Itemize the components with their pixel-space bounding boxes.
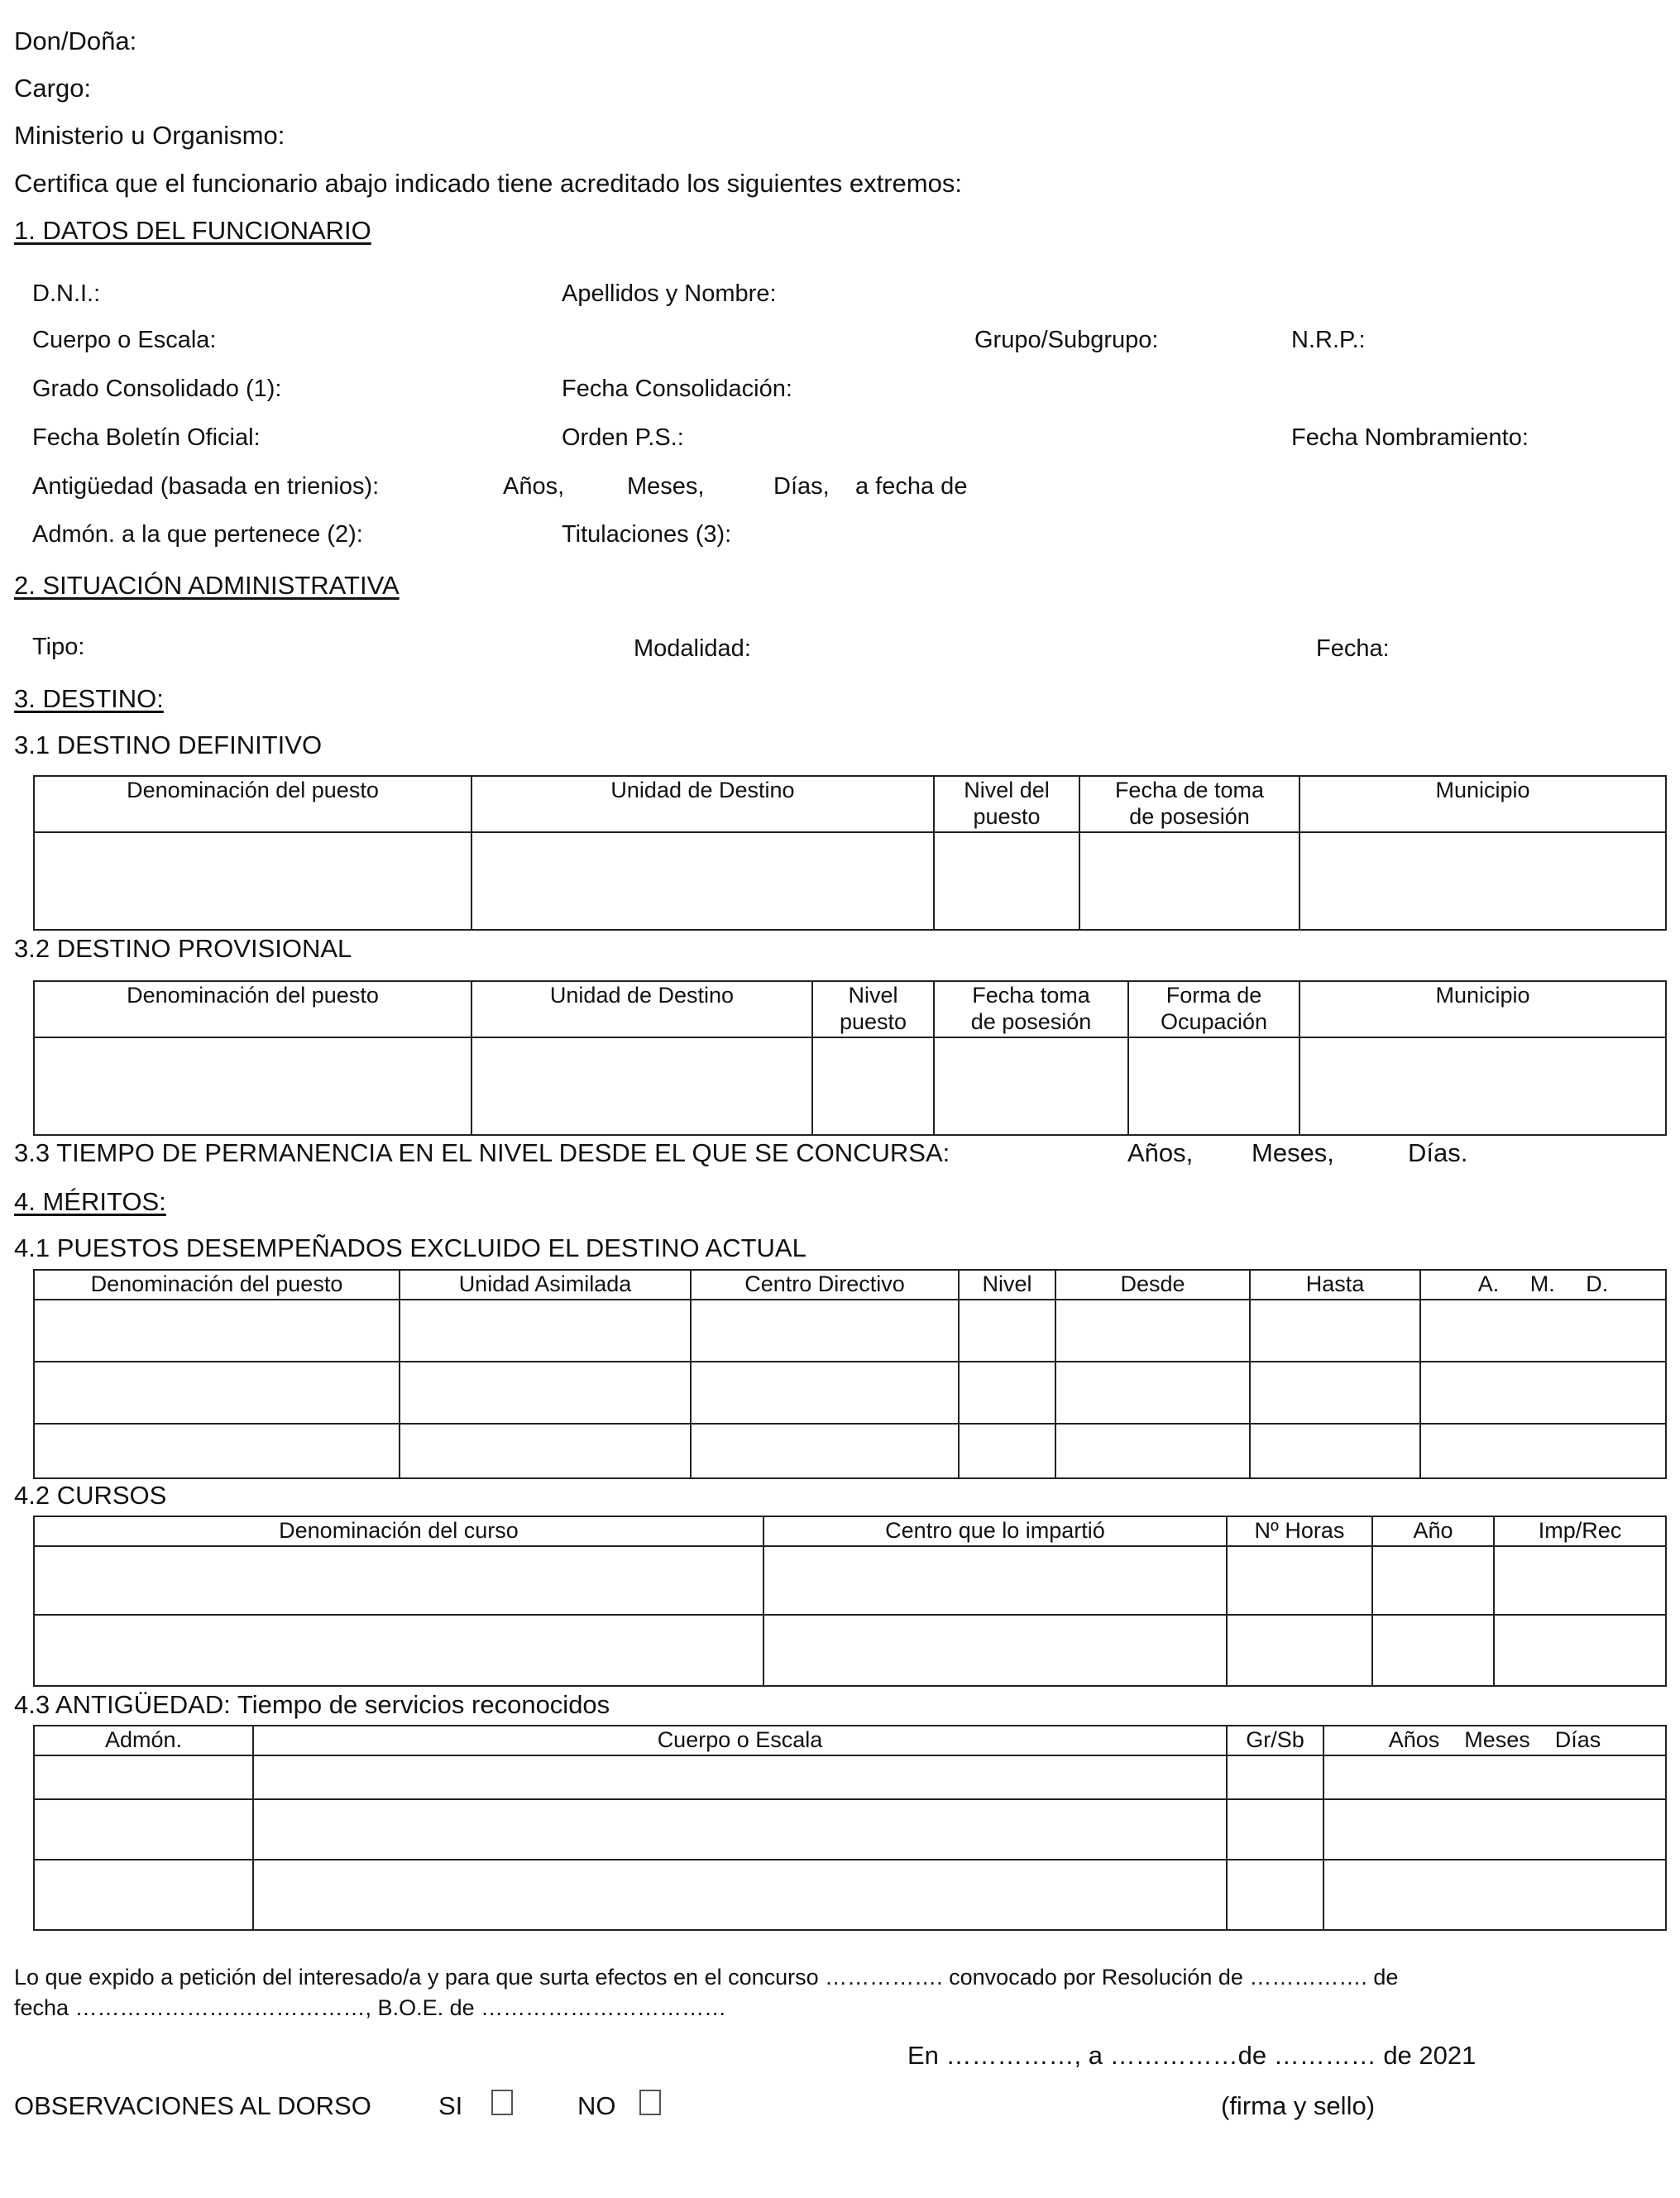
lugar-fecha-line: En ……………, a ……………de ………… de 2021: [907, 2041, 1477, 2070]
antiguedad-table: [33, 1725, 1667, 1931]
table-cell[interactable]: [1227, 1546, 1372, 1615]
header-centro-directivo: Centro Directivo: [691, 1270, 959, 1300]
header-denominacion: Denominación del puesto: [34, 776, 471, 832]
destino-definitivo-title: 3.1 DESTINO DEFINITIVO: [14, 730, 323, 759]
table-cell[interactable]: [1323, 1755, 1666, 1799]
header-denominacion-curso: Denominación del curso: [34, 1516, 763, 1546]
cargo-label: Cargo:: [14, 74, 92, 103]
no-label: NO: [577, 2091, 616, 2120]
table-cell[interactable]: [34, 1799, 253, 1860]
header-unidad-asimilada: Unidad Asimilada: [400, 1270, 691, 1300]
header-nivel: Nivel del puesto: [934, 776, 1079, 832]
header-hasta: Hasta: [1250, 1270, 1420, 1300]
section4-title: 4. MÉRITOS:: [14, 1187, 166, 1216]
table-cell[interactable]: [691, 1362, 959, 1424]
table-cell[interactable]: [1055, 1362, 1250, 1424]
table-cell[interactable]: [1299, 1037, 1666, 1135]
table-cell[interactable]: [1250, 1300, 1420, 1362]
header-gr-sb: Gr/Sb: [1227, 1726, 1323, 1755]
fecha-boletin-label: Fecha Boletín Oficial:: [32, 424, 261, 451]
header-denominacion: Denominación del puesto: [34, 1270, 400, 1300]
table-cell[interactable]: [400, 1300, 691, 1362]
puestos-title: 4.1 PUESTOS DESEMPEÑADOS EXCLUIDO EL DESTINO ACTUAL: [14, 1233, 806, 1262]
header-denominacion: Denominación del puesto: [34, 981, 471, 1037]
table-cell[interactable]: [1494, 1615, 1666, 1686]
grado-label: Grado Consolidado (1):: [32, 376, 282, 402]
table-cell[interactable]: [1227, 1860, 1323, 1930]
table-row: [34, 832, 1666, 930]
fecha-label: Fecha:: [1316, 635, 1390, 662]
header-unidad: Unidad de Destino: [471, 981, 812, 1037]
table-cell[interactable]: [34, 1362, 400, 1424]
permanencia-anos-label: Años,: [1127, 1138, 1194, 1167]
table-cell[interactable]: [763, 1615, 1227, 1686]
apellidos-label: Apellidos y Nombre:: [562, 280, 777, 307]
antiguedad-dias-label: Días,: [773, 473, 830, 500]
antiguedad-servicios-title: 4.3 ANTIGÜEDAD: Tiempo de servicios reconocidos: [14, 1690, 610, 1719]
fecha-consolidacion-label: Fecha Consolidación:: [562, 376, 792, 402]
puestos-table: [33, 1269, 1667, 1479]
cuerpo-label: Cuerpo o Escala:: [32, 327, 217, 353]
table-cell[interactable]: [400, 1424, 691, 1478]
header-municipio: Municipio: [1299, 776, 1666, 832]
tipo-label: Tipo:: [32, 634, 85, 660]
ministerio-label: Ministerio u Organismo:: [14, 121, 285, 150]
table-cell[interactable]: [1055, 1300, 1250, 1362]
table-cell[interactable]: [934, 832, 1079, 930]
table-cell[interactable]: [1372, 1546, 1494, 1615]
table-cell[interactable]: [253, 1755, 1227, 1799]
antiguedad-anos-label: Años,: [503, 473, 565, 500]
table-row: [34, 1860, 1666, 1930]
table-cell[interactable]: [1420, 1362, 1666, 1424]
table-cell[interactable]: [1128, 1037, 1299, 1135]
table-cell[interactable]: [959, 1424, 1055, 1478]
table-cell[interactable]: [34, 832, 471, 930]
table-cell[interactable]: [34, 1755, 253, 1799]
table-cell[interactable]: [1227, 1799, 1323, 1860]
table-cell[interactable]: [253, 1799, 1227, 1860]
a-fecha-label: a fecha de: [855, 473, 968, 500]
table-cell[interactable]: [34, 1860, 253, 1930]
cursos-table: [33, 1516, 1667, 1687]
permanencia-dias-label: Días.: [1408, 1138, 1468, 1167]
table-cell[interactable]: [1420, 1424, 1666, 1478]
header-nivel: Nivel: [959, 1270, 1055, 1300]
table-cell[interactable]: [812, 1037, 934, 1135]
header-admon: Admón.: [34, 1726, 253, 1755]
header-unidad: Unidad de Destino: [471, 776, 934, 832]
table-row: [34, 1300, 1666, 1362]
destino-provisional-title: 3.2 DESTINO PROVISIONAL: [14, 934, 352, 963]
table-cell[interactable]: [471, 832, 934, 930]
table-cell[interactable]: [1227, 1755, 1323, 1799]
header-nivel: Nivel puesto: [812, 981, 934, 1037]
header-anos-meses-dias: Años Meses Días: [1323, 1726, 1666, 1755]
table-cell[interactable]: [763, 1546, 1227, 1615]
header-fecha-toma: Fecha toma de posesión: [934, 981, 1128, 1037]
table-cell[interactable]: [34, 1615, 763, 1686]
header-horas: Nº Horas: [1227, 1516, 1372, 1546]
certifica-text: Certifica que el funcionario abajo indicado tiene acreditado los siguientes extremos:: [14, 169, 962, 198]
permanencia-meses-label: Meses,: [1252, 1138, 1334, 1167]
modalidad-label: Modalidad:: [634, 635, 751, 662]
permanencia-title: 3.3 TIEMPO DE PERMANENCIA EN EL NIVEL DESDE EL QUE SE CONCURSA:: [14, 1138, 950, 1167]
titulaciones-label: Titulaciones (3):: [562, 521, 732, 548]
table-row: [34, 1755, 1666, 1799]
header-cuerpo: Cuerpo o Escala: [253, 1726, 1227, 1755]
header-municipio: Municipio: [1299, 981, 1666, 1037]
header-imp-rec: Imp/Rec: [1494, 1516, 1666, 1546]
table-row: [34, 1424, 1666, 1478]
table-row: [34, 1799, 1666, 1860]
section2-title: 2. SITUACIÓN ADMINISTRATIVA: [14, 571, 400, 600]
table-cell[interactable]: [1323, 1860, 1666, 1930]
don-label: Don/Doña:: [14, 26, 137, 55]
table-cell[interactable]: [253, 1860, 1227, 1930]
table-cell[interactable]: [1055, 1424, 1250, 1478]
cursos-title: 4.2 CURSOS: [14, 1481, 167, 1510]
header-fecha-toma: Fecha de toma de posesión: [1079, 776, 1299, 832]
table-cell[interactable]: [959, 1300, 1055, 1362]
section3-title: 3. DESTINO:: [14, 684, 164, 713]
expido-text-line1: Lo que expido a petición del interesado/a y para que surta efectos en el concurso ……………. convocado por Resolución de ……………. de: [14, 1965, 1399, 1990]
header-amd: A. M. D.: [1420, 1270, 1666, 1300]
nrp-label: N.R.P.:: [1291, 327, 1366, 353]
table-cell[interactable]: [1227, 1615, 1372, 1686]
table-cell[interactable]: [959, 1362, 1055, 1424]
table-cell[interactable]: [34, 1300, 400, 1362]
table-cell[interactable]: [934, 1037, 1128, 1135]
header-forma-ocupacion: Forma de Ocupación: [1128, 981, 1299, 1037]
table-cell[interactable]: [1250, 1362, 1420, 1424]
table-cell[interactable]: [471, 1037, 812, 1135]
antiguedad-meses-label: Meses,: [627, 473, 705, 500]
grupo-label: Grupo/Subgrupo:: [974, 327, 1159, 353]
table-cell[interactable]: [1323, 1799, 1666, 1860]
si-checkbox[interactable]: [491, 2090, 513, 2115]
table-row: [34, 1037, 1666, 1135]
table-cell[interactable]: [34, 1037, 471, 1135]
section1-title: 1. DATOS DEL FUNCIONARIO: [14, 216, 371, 245]
table-cell[interactable]: [400, 1362, 691, 1424]
table-row: [34, 1546, 1666, 1615]
fecha-nombramiento-label: Fecha Nombramiento:: [1291, 424, 1529, 451]
antiguedad-label: Antigüedad (basada en trienios):: [32, 473, 380, 500]
no-checkbox[interactable]: [639, 2090, 661, 2115]
table-cell[interactable]: [1250, 1424, 1420, 1478]
table-cell[interactable]: [691, 1300, 959, 1362]
header-ano: Año: [1372, 1516, 1494, 1546]
firma-label: (firma y sello): [1221, 2091, 1376, 2120]
orden-label: Orden P.S.:: [562, 424, 684, 451]
dni-label: D.N.I.:: [32, 280, 101, 307]
header-desde: Desde: [1055, 1270, 1250, 1300]
table-cell[interactable]: [34, 1424, 400, 1478]
table-cell[interactable]: [1299, 832, 1666, 930]
destino-provisional-table: [33, 980, 1667, 1136]
table-cell[interactable]: [691, 1424, 959, 1478]
table-cell[interactable]: [1372, 1615, 1494, 1686]
header-centro: Centro que lo impartió: [763, 1516, 1227, 1546]
table-cell[interactable]: [1079, 832, 1299, 930]
table-row: [34, 1615, 1666, 1686]
expido-text-line2: fecha …………………………………, B.O.E. de ……………………………: [14, 1995, 727, 2020]
table-cell[interactable]: [1420, 1300, 1666, 1362]
table-cell[interactable]: [34, 1546, 763, 1615]
si-label: SI: [438, 2091, 463, 2120]
table-cell[interactable]: [1494, 1546, 1666, 1615]
destino-definitivo-table: [33, 775, 1667, 931]
table-row: [34, 1362, 1666, 1424]
observaciones-label: OBSERVACIONES AL DORSO: [14, 2091, 371, 2120]
admon-label: Admón. a la que pertenece (2):: [32, 521, 363, 548]
